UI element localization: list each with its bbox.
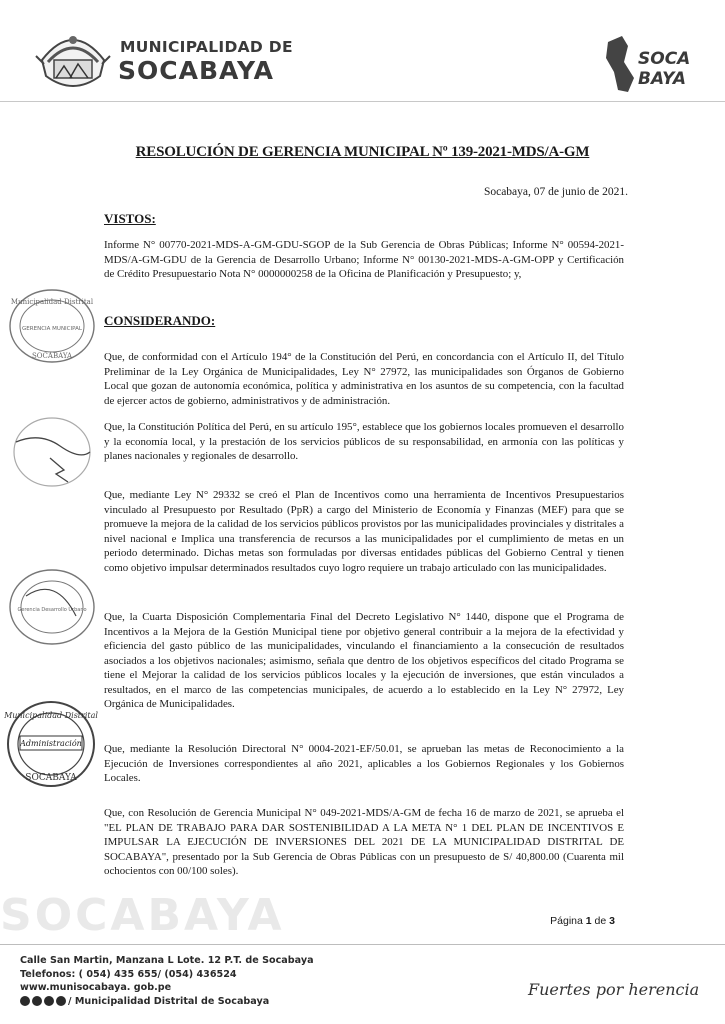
footer-website[interactable]: www.munisocabaya. gob.pe (20, 982, 172, 993)
gerencia-stamp (6, 286, 98, 366)
document-title: RESOLUCIÓN DE GERENCIA MUNICIPAL Nº 139-2021-MDS/A-GM (135, 144, 590, 160)
twitter-icon[interactable] (44, 996, 54, 1006)
svg-text:SOCABAYA: SOCABAYA (32, 352, 72, 360)
considerando-paragraph-1: Que, de conformidad con el Artículo 194° de la Constitución del Perú, en concordancia con el Artículo II, del Título Preliminar de la Ley Orgánica de Municipalidades, Ley N° 27972, las municipalidades son Órganos de Gobierno Local que gozan de autonomía económica, política y administrativa en los asuntos de su competencia, con la facultad de ejercer actos de gobierno, administrativos y de administración. (104, 351, 624, 407)
letterhead (0, 0, 725, 100)
footer-divider (0, 944, 725, 945)
desarrollo-urbano-stamp (6, 566, 98, 648)
svg-text:Municipalidad Distrital: Municipalidad Distrital (10, 298, 94, 306)
svg-text:GERENCIA MUNICIPAL: GERENCIA MUNICIPAL (22, 326, 82, 332)
considerando-paragraph-2: Que, la Constitución Política del Perú, en su artículo 195°, establece que los gobiernos locales promueven el desarrollo y la economía local, y la prestación de los servicios públicos de su responsabilidad, en armonía con las políticas y planes nacionales y regionales de desarrollo. (104, 421, 624, 462)
page-number: Página 1 de 3 (550, 915, 615, 927)
header-divider (0, 101, 725, 102)
vistos-heading: VISTOS: (104, 211, 156, 226)
footer-contact (20, 954, 314, 1008)
svg-text:Municipalidad Distrital: Municipalidad Distrital (4, 711, 98, 720)
footer-phones: Telefonos: ( 054) 435 655/ (054) 436524 (20, 968, 237, 980)
youtube-icon[interactable] (56, 996, 66, 1006)
footer-social-label: / Municipalidad Distrital de Socabaya (68, 995, 270, 1007)
svg-text:Gerencia Desarrollo Urbano: Gerencia Desarrollo Urbano (17, 607, 87, 613)
svg-text:SOCABAYA: SOCABAYA (25, 773, 77, 783)
svg-text:BAYA: BAYA (638, 69, 687, 89)
document-date: Socabaya, 07 de junio de 2021. (483, 186, 628, 198)
socabaya-brand-logo (604, 32, 692, 98)
considerando-paragraph-4: Que, la Cuarta Disposición Complementaria Final del Decreto Legislativo N° 1440, dispone que el Programa de Incentivos a la Mejora de la Gestión Municipal tiene por objetivo general contribuir a la mejora de la efectividad y eficiencia del gasto público de las municipalidades, vinculando el financiamiento a la consecución de resultados asociados a los objetivos nacionales; asimismo, señala que dentro de los objetivos específicos del citado Programa se tiene el Mejorar la calidad de los servicios públicos locales y la ejecución de inversiones, que están vinculados a resultados, en el marco de las competencias municipales, de acuerdo a lo establecido en la Ley N° 27972, Ley Orgánica de Municipalidades. (104, 611, 624, 710)
considerando-heading: CONSIDERANDO: (104, 313, 216, 328)
svg-text:SOCA: SOCA (638, 49, 691, 69)
footer-social (20, 995, 314, 1009)
vistos-paragraph: Informe N° 00770-2021-MDS-A-GM-GDU-SGOP de la Sub Gerencia de Obras Públicas; Informe N° 00594-2021-MDS/A-GM-GDU de la Gerencia de Desarrollo Urbano; Informe N° 00130-2021-MDS-A-GM-OPP y Certificación de Crédito Presupuestario Nota N° 0000000258 de la Oficina de Planificación y Presupuesto; y, (104, 239, 624, 280)
municipality-label: MUNICIPALIDAD DE (120, 38, 293, 56)
svg-text:Administración: Administración (20, 739, 82, 748)
considerando-paragraph-6: Que, con Resolución de Gerencia Municipal N° 049-2021-MDS/A-GM de fecha 16 de marzo de 2021, se aprueba el "EL PLAN DE TRABAJO PARA DAR SOSTENIBILIDAD A LA META N° 1 DEL PLAN DE INCENTIVOS E IMPULSAR LA EJECUCIÓN DE INVERSIONES DEL 2021 DE LA MUNICIPALIDAD DISTRITAL DE SOCABAYA", presentado por la Sub Gerencia de Obras Públicas con un presupuesto de S/ 40,800.00 (Cuarenta mil ochocientos con 00/100 soles). (104, 807, 624, 877)
signature-stamp (10, 412, 94, 492)
considerando-paragraph-5: Que, mediante la Resolución Directoral N° 0004-2021-EF/50.01, se aprueban las metas de Reconocimiento a la Ejecución de Inversiones correspondientes al año 2021, aplicables a los Gobiernos Regionales y los Gobiernos Locales. (104, 743, 624, 784)
considerando-paragraph-3: Que, mediante Ley N° 29332 se creó el Plan de Incentivos como una herramienta de Incentivos Presupuestarios vinculado al Presupuesto por Resultado (PpR) a cargo del Ministerio de Economía y Finanzas (MEF) para que se promueve la mejora de la calidad de los servicios públicos provistos por las municipalidades provinciales y distritales a nivel nacional e Implica una transferencia de recursos a las municipalidades por el cumplimiento de metas en un periodo determinado. Dichas metas son formuladas por diversas entidades públicas del Gobierno Central y tienen como objetivo impulsar determinados resultados cuyo logro requiere un trabajo articulado con las municipalidades. (104, 489, 624, 574)
municipality-name: SOCABAYA (118, 56, 275, 85)
municipal-crest-icon (34, 26, 112, 96)
administracion-stamp (4, 698, 98, 790)
footer-slogan: Fuertes por herencia (528, 980, 700, 999)
footer-address: Calle San Martin, Manzana L Lote. 12 P.T. de Socabaya (20, 955, 314, 966)
watermark: SOCABAYA (0, 890, 285, 941)
facebook-icon[interactable] (20, 996, 30, 1006)
instagram-icon[interactable] (32, 996, 42, 1006)
